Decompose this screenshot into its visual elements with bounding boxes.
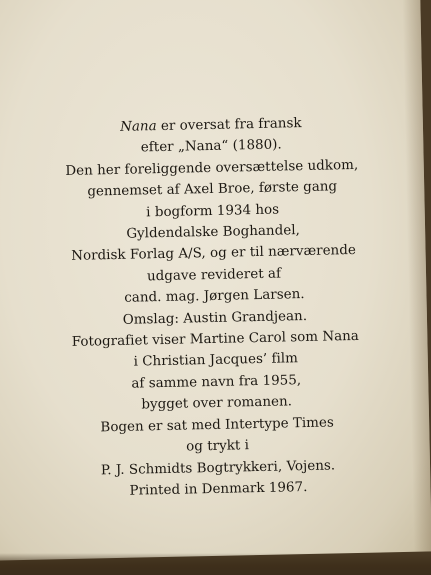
colophon-line-18: Printed in Denmark 1967. [129,479,308,499]
colophon-line-11: Fotografiet viser Martine Carol som Nana [71,328,360,350]
colophon-line-8: udgave revideret af [146,266,282,285]
colophon-line-9: cand. mag. Jørgen Larsen. [124,287,305,307]
colophon-line-5: i bogform 1934 hos [146,202,280,220]
colophon-line-13: af samme navn fra 1955, [131,372,302,392]
colophon-line-10: Omslag: Austin Grandjean. [122,308,308,328]
colophon-line-6: Gyldendalske Boghandel, [126,223,301,242]
page-bottom-shadow [0,553,431,575]
colophon-line-12: i Christian Jacques’ film [133,351,299,371]
colophon-line-15: Bogen er sat med Intertype Times [100,415,335,436]
colophon-line-2: efter „Nana“ (1880). [140,137,282,156]
colophon-line-16: og trykt i [186,438,250,455]
colophon-line-4: gennemset af Axel Broe, første gang [87,179,338,200]
colophon-line-3: Den her foreliggende oversættelse udkom, [65,157,359,179]
colophon-text [1,111,429,505]
colophon-line-17: P. J. Schmidts Bogtrykkeri, Vojens. [100,457,336,478]
book-title: Nana [120,119,157,135]
colophon-line-7: Nordisk Forlag A/S, og er til nærværende [71,243,357,265]
colophon-line-1: Nana er oversat fra fransk [120,116,302,135]
colophon-line-14: bygget over romanen. [141,394,293,413]
